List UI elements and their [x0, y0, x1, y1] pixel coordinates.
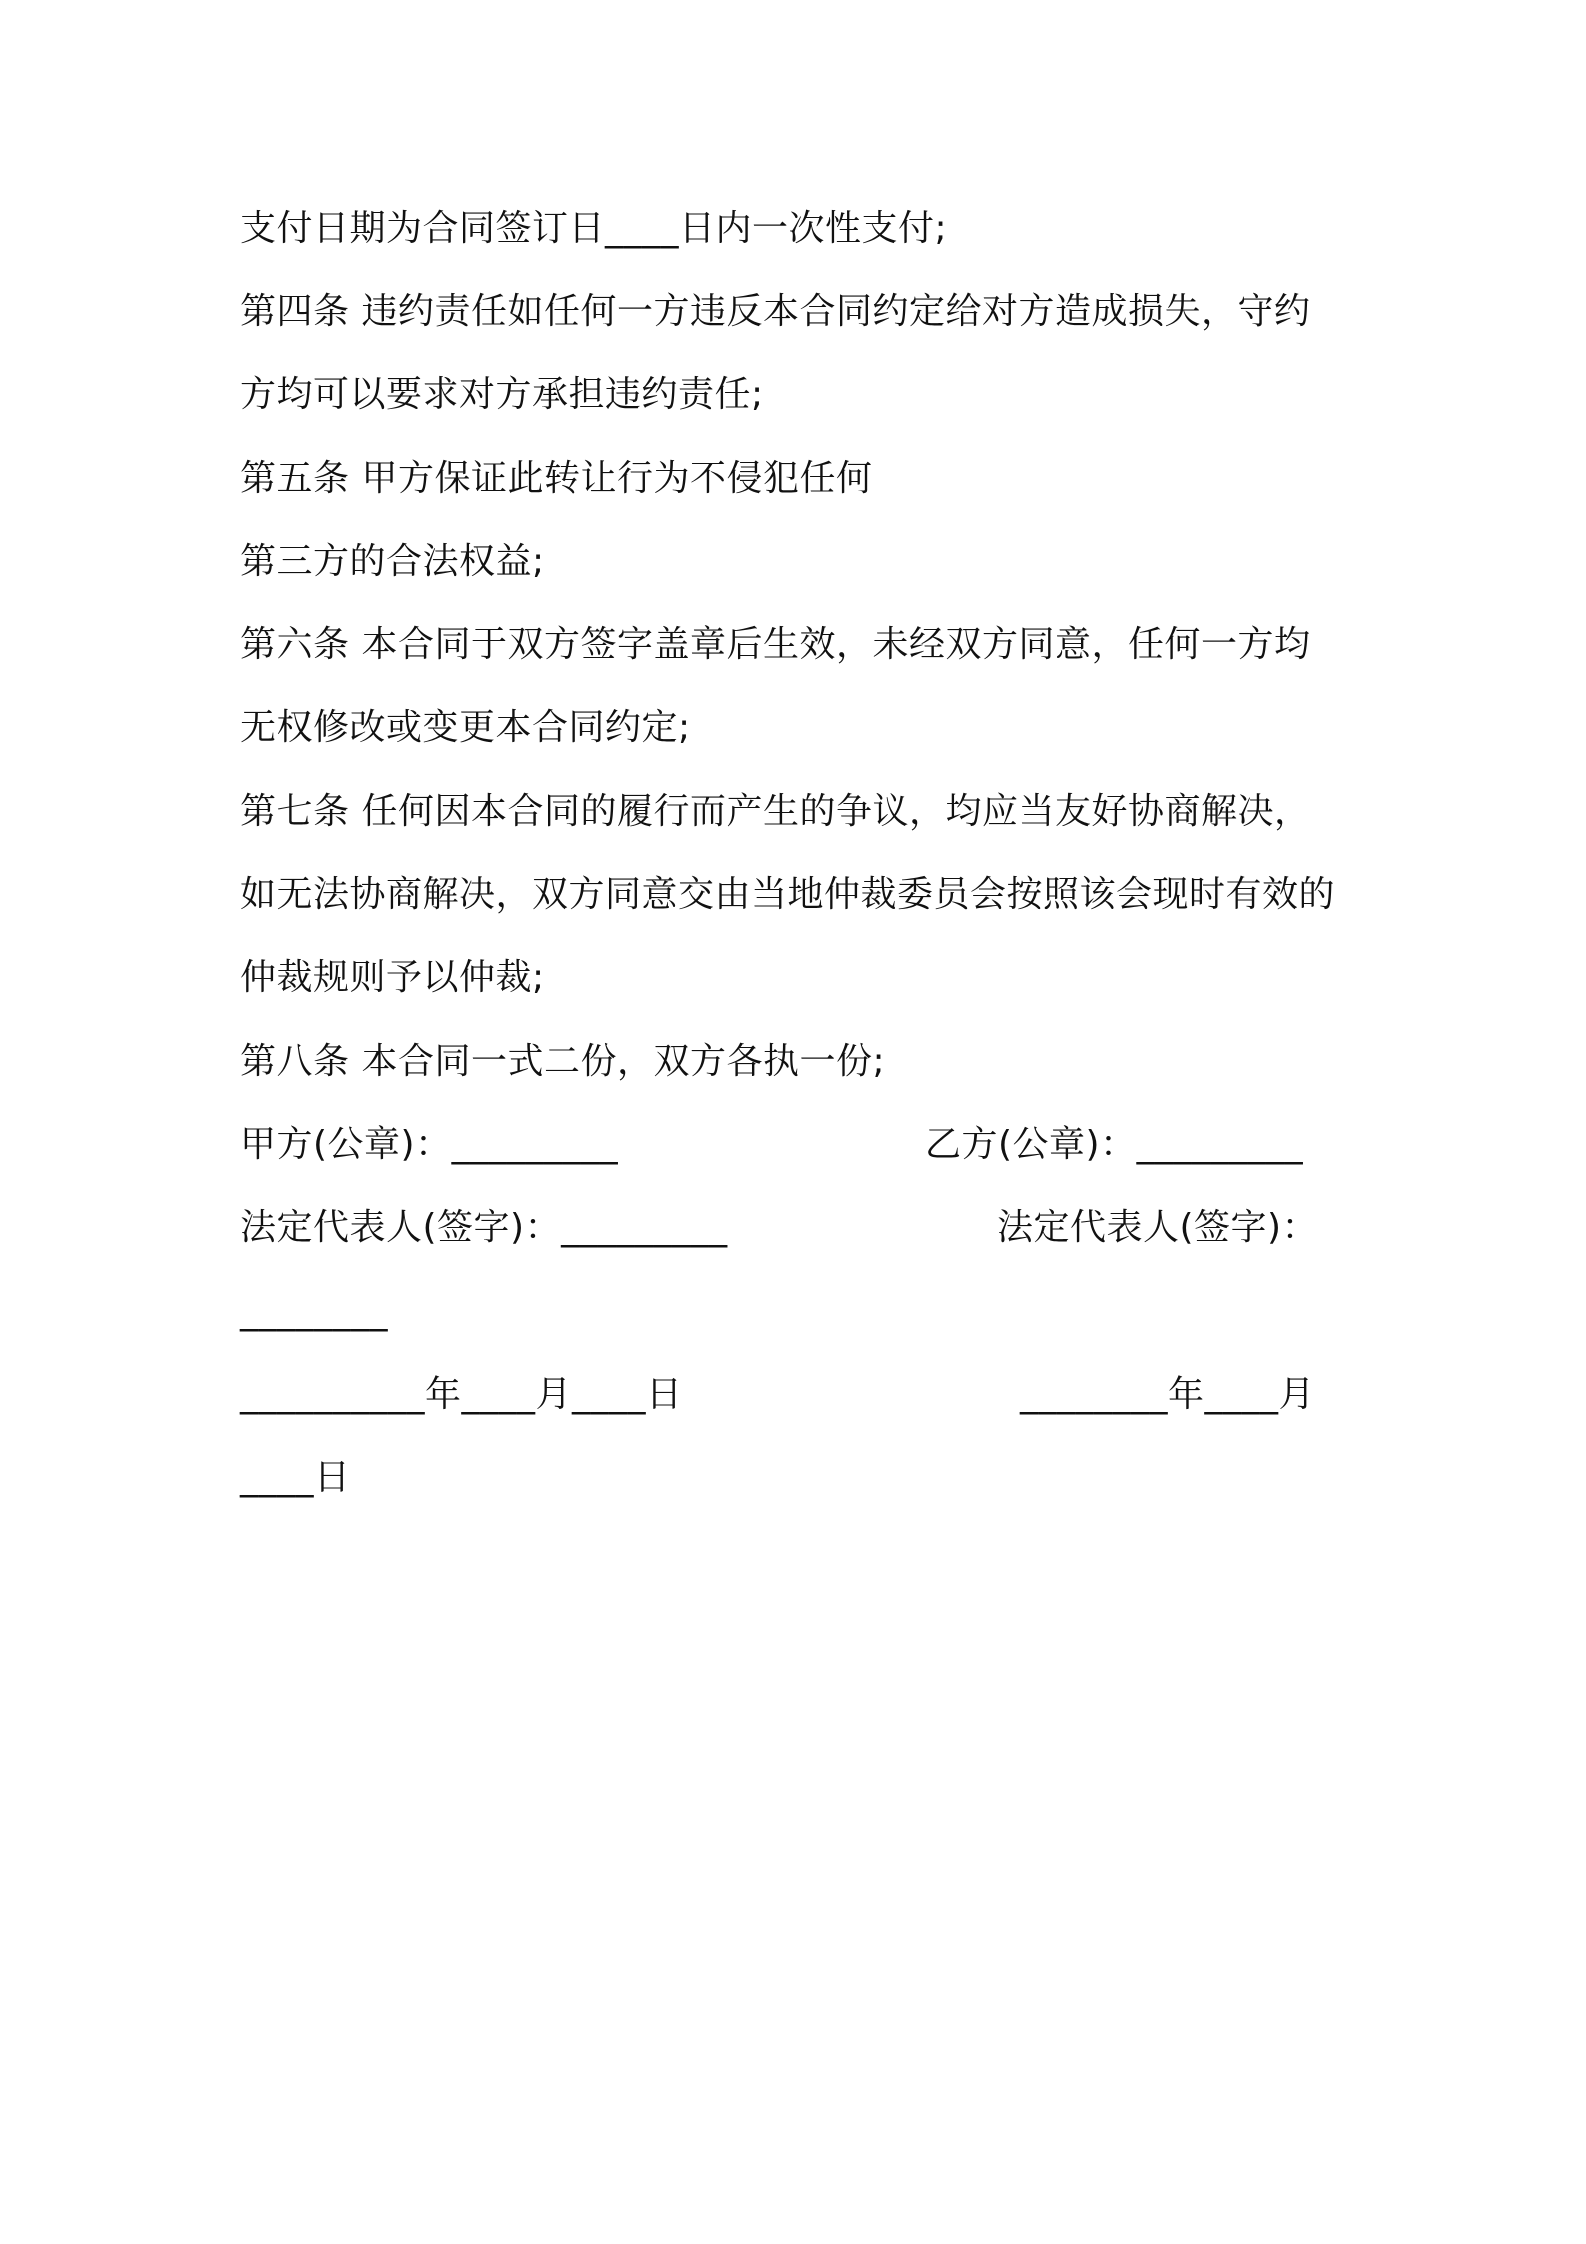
- clause-5-line-1: 第五条 甲方保证此转让行为不侵犯任何: [240, 458, 873, 499]
- clause-4-line-1: 第四条 违约责任如任何一方违反本合同约定给对方造成损失，守约: [240, 291, 1311, 332]
- clause-7-line-2: 如无法协商解决，双方同意交由当地仲裁委员会按照该会现时有效的: [240, 874, 1336, 915]
- party-b-seal: 乙方(公章)：_________: [925, 1124, 1304, 1165]
- party-b-date-day: ____日: [240, 1457, 351, 1498]
- party-a-seal: 甲方(公章)：_________: [240, 1124, 619, 1165]
- clause-6-line-2: 无权修改或变更本合同约定;: [240, 707, 691, 748]
- clause-8: 第八条 本合同一式二份，双方各执一份;: [240, 1041, 886, 1082]
- clause-7-line-3: 仲裁规则予以仲裁;: [240, 957, 545, 998]
- party-b-representative: 法定代表人(签字)：: [997, 1207, 1319, 1248]
- party-b-representative-blank: ________: [240, 1291, 388, 1332]
- clause-7-line-1: 第七条 任何因本合同的履行而产生的争议，均应当友好协商解决，: [240, 791, 1311, 832]
- clause-5-line-2: 第三方的合法权益;: [240, 541, 545, 582]
- party-a-date: __________年____月____日: [240, 1374, 683, 1415]
- party-b-date: ________年____月: [1020, 1374, 1315, 1415]
- party-a-representative: 法定代表人(签字)：_________: [240, 1207, 728, 1248]
- clause-6-line-1: 第六条 本合同于双方签字盖章后生效，未经双方同意，任何一方均: [240, 624, 1311, 665]
- clause-4-line-2: 方均可以要求对方承担违约责任;: [240, 374, 764, 415]
- clause-payment-date: 支付日期为合同签订日____日内一次性支付;: [240, 208, 948, 249]
